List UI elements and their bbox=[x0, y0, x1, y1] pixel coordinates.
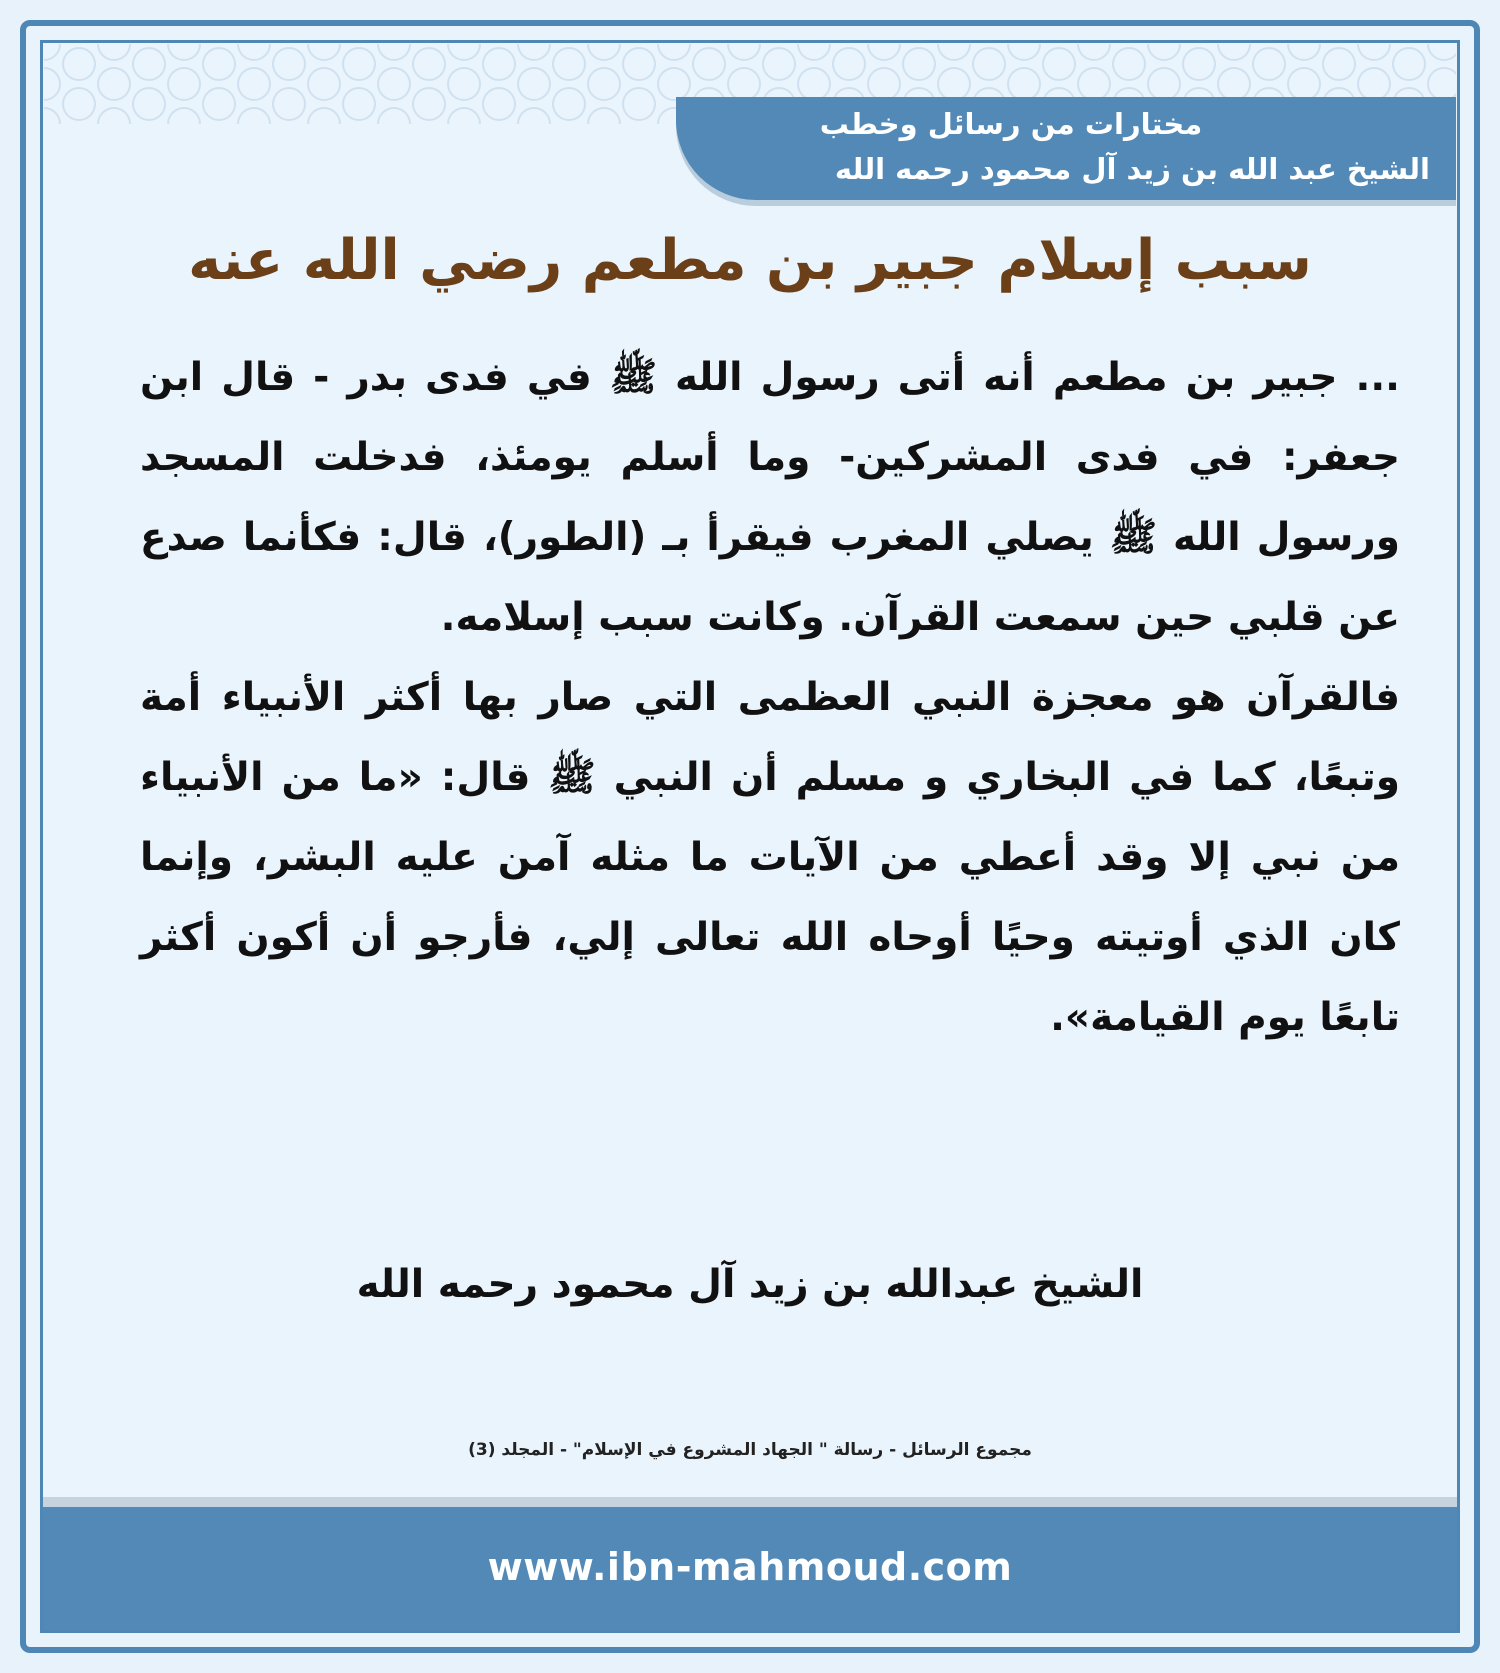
body-paragraph-1: ... جبير بن مطعم أنه أتى رسول الله ﷺ في فدى بدر - قال ابن جعفر: في فدى المشركين- وما أسلم يومئذ، فدخلت المسجد ورسول الله ﷺ يصلي المغرب فيقرأ بـ (الطور)، قال: فكأنما صدع عن قلبي حين سمعت القرآن. وكانت سبب إسلامه. bbox=[140, 355, 1400, 640]
website-link[interactable]: www.ibn-mahmoud.com bbox=[487, 1545, 1013, 1589]
header-author-name: الشيخ عبد الله بن زيد آل محمود رحمه الله bbox=[834, 152, 1430, 186]
header-series-title: مختارات من رسائل وخطب bbox=[819, 107, 1203, 141]
article-title: سبب إسلام جبير بن مطعم رضي الله عنه bbox=[188, 228, 1312, 293]
body-paragraph-2: فالقرآن هو معجزة النبي العظمى التي صار بها أكثر الأنبياء أمة وتبعًا، كما في البخاري و مسلم أن النبي ﷺ قال: «ما من الأنبياء من نبي إلا وقد أعطي من الآيات ما مثله آمن عليه البشر، وإنما كان الذي أوتيته وحيًا أوحاه الله تعالى إلي، فأرجو أن أكون أكثر تابعًا يوم القيامة». bbox=[140, 675, 1400, 1040]
footer-bar bbox=[43, 1507, 1457, 1630]
header-banner bbox=[676, 97, 1456, 200]
footer-divider bbox=[43, 1497, 1457, 1507]
author-signature: الشيخ عبدالله بن زيد آل محمود رحمه الله bbox=[356, 1262, 1144, 1307]
article-body bbox=[140, 338, 1400, 1058]
source-citation: مجموع الرسائل - رسالة " الجهاد المشروع في الإسلام" - المجلد (3) bbox=[468, 1440, 1032, 1460]
